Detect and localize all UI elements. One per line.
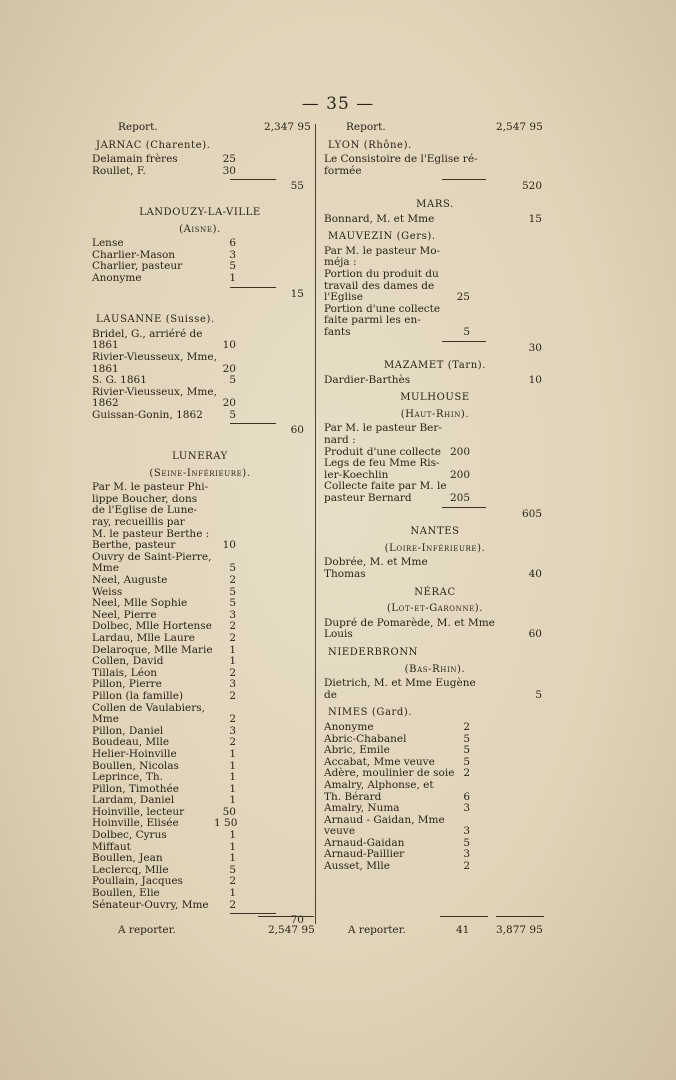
donor-name: 1861	[92, 339, 119, 352]
donor-name: Collen, David	[92, 655, 164, 668]
donor-name: Charlier, pasteur	[92, 260, 183, 273]
list-item	[92, 772, 308, 784]
list-item	[92, 352, 308, 364]
donor-name: Pillon, Timothée	[92, 782, 179, 795]
section-total: 30	[528, 341, 542, 354]
donor-name: fants	[324, 325, 351, 338]
total-row	[92, 181, 308, 193]
list-item	[92, 375, 308, 387]
list-item	[324, 166, 546, 178]
donor-name: Mme	[92, 562, 119, 575]
list-item	[92, 410, 308, 422]
list-item	[92, 517, 308, 529]
donation-amount: 1	[229, 782, 236, 795]
donor-name: Produit d'une collecte	[324, 445, 441, 458]
list-item	[324, 678, 546, 690]
donation-amount: 20	[222, 397, 236, 410]
donation-amount: 3	[229, 678, 236, 691]
donor-name: 1862	[92, 397, 119, 410]
reporter-label: A reporter.	[348, 924, 406, 936]
donation-amount: 5	[463, 732, 470, 745]
donor-name: Helier-Hoinville	[92, 747, 177, 760]
donation-amount: 5	[229, 585, 236, 598]
section-heading: JARNAC (Charente).	[96, 139, 211, 151]
donor-name: Delaroque, Mlle Marie	[92, 643, 213, 656]
donor-name: pasteur Bernard	[324, 492, 412, 505]
donation-amount: 3	[229, 724, 236, 737]
list-item	[324, 493, 546, 505]
section-heading: MARS.	[416, 198, 454, 210]
list-item	[324, 327, 546, 339]
donation-amount: 2	[463, 720, 470, 733]
section-total: 605	[521, 507, 542, 520]
donation-amount: 5	[463, 836, 470, 849]
section-lyon	[324, 134, 546, 193]
total-row	[92, 289, 308, 301]
donor-name: Arnaud-Gaidan	[324, 836, 405, 849]
donation-amount: 2	[463, 767, 470, 780]
donor-name: Lardau, Mlle Laure	[92, 631, 195, 644]
donor-name: ray, recueillis par	[92, 516, 185, 529]
list-item	[324, 423, 546, 435]
donor-name: Louis	[324, 628, 353, 641]
donation-amount: 2	[229, 689, 236, 702]
section-heading: NIEDERBRONN	[328, 646, 419, 658]
column-divider	[315, 124, 316, 924]
section-subheading: (Loire-Inférieure).	[384, 542, 486, 554]
section-heading: LUNERAY	[172, 451, 228, 463]
donor-name: travail des dames de	[324, 279, 435, 292]
section-jarnac	[92, 134, 308, 193]
donor-name: Abric-Chabanel	[324, 732, 407, 745]
donor-name: Portion d'une collecte	[324, 302, 441, 315]
donation-amount: 1	[229, 829, 236, 842]
donor-name: lippe Boucher, dons	[92, 492, 198, 505]
section-total: 60	[290, 424, 304, 437]
donation-amount: 2	[229, 736, 236, 749]
donor-name: Arnaud - Gaidan, Mme	[324, 813, 445, 826]
list-item	[92, 552, 308, 564]
list-item	[324, 315, 546, 327]
section-mazamet	[324, 354, 546, 386]
donor-name: Poullain, Jacques	[92, 875, 183, 888]
donor-name: Tillais, Léon	[92, 666, 158, 679]
donor-name: Mme	[92, 713, 119, 726]
donor-name: Abric, Emile	[324, 744, 390, 757]
section-landouzy	[92, 193, 308, 300]
total-row	[324, 509, 546, 521]
donor-name: Anonyme	[92, 271, 142, 284]
section-total: 40	[528, 568, 542, 580]
list-item	[324, 780, 546, 792]
donor-name: Dolbec, Mlle Hortense	[92, 620, 212, 633]
total-row	[324, 343, 546, 355]
section-total: 15	[528, 212, 542, 225]
section-total: 520	[521, 180, 542, 193]
spacer	[92, 193, 308, 201]
donation-amount: 5	[229, 260, 236, 273]
donor-name: Dupré de Pomarède, M. et Mme	[324, 616, 495, 629]
donation-amount: 5	[463, 744, 470, 757]
section-total: 15	[290, 287, 304, 300]
donation-amount: 5	[229, 597, 236, 610]
list-item	[324, 690, 546, 702]
donor-name: Bridel, G., arriéré de	[92, 327, 203, 340]
donor-name: Dobrée, M. et Mme	[324, 556, 428, 569]
donor-name: Hoinville, Elisée	[92, 817, 179, 830]
reporter-subtotal: 41	[456, 924, 470, 936]
donor-name: Pillon (la famille)	[92, 689, 184, 702]
section-heading: NANTES	[410, 526, 460, 538]
donation-amount: 20	[222, 362, 236, 375]
list-item	[92, 749, 308, 761]
donation-amount: 2	[229, 713, 236, 726]
donor-name: 1861	[92, 362, 119, 375]
list-item	[92, 691, 308, 703]
donor-name: Leclercq, Mlle	[92, 863, 169, 876]
donation-amount: 1	[229, 655, 236, 668]
report-label: Report.	[118, 121, 158, 133]
section-heading: NÉRAC	[414, 586, 456, 598]
donor-name: Ouvry de Saint-Pierre,	[92, 550, 212, 563]
report-row	[324, 122, 546, 134]
donation-amount: 10	[222, 539, 236, 552]
total-rule	[496, 916, 544, 917]
donation-amount: 2	[229, 898, 236, 911]
total-row	[324, 181, 546, 193]
list-item	[92, 575, 308, 587]
donor-name: Collecte faite par M. le	[324, 480, 447, 493]
list-item	[92, 238, 308, 250]
donation-amount: 3	[463, 825, 470, 838]
donor-name: Lense	[92, 237, 124, 250]
list-item	[92, 387, 308, 399]
donor-name: Boullen, Jean	[92, 852, 163, 865]
donor-name: Miffaut	[92, 840, 131, 853]
section-lausanne	[92, 300, 308, 437]
report-row	[92, 121, 311, 134]
donation-amount: 1	[229, 271, 236, 284]
list-item	[324, 292, 546, 304]
donation-amount: 5	[463, 755, 470, 768]
donor-name: de	[324, 688, 337, 701]
donor-name: méja :	[324, 256, 357, 269]
donation-amount: 30	[222, 164, 236, 177]
donor-name: Hoinville, lecteur	[92, 805, 185, 818]
section-mauvezin	[324, 225, 546, 354]
donor-name: Amalry, Alphonse, et	[324, 778, 434, 791]
donor-name: Legs de feu Mme Ris-	[324, 457, 440, 470]
section-subheading: (Aisne).	[179, 223, 221, 235]
list-item	[92, 900, 308, 912]
donor-name: Adère, moulinier de soie	[324, 767, 455, 780]
reporter-label: A reporter.	[118, 924, 176, 936]
section-luneray	[92, 437, 308, 927]
section-mulhouse	[324, 386, 546, 520]
section-subheading: (Haut-Rhin).	[400, 408, 470, 420]
list-item	[324, 745, 546, 757]
list-item	[324, 803, 546, 815]
donation-amount: 1	[229, 794, 236, 807]
donation-amount: 5	[229, 863, 236, 876]
section-total: 70	[290, 914, 304, 927]
section-heading: LYON (Rhône).	[328, 139, 412, 151]
section-heading: MAZAMET (Tarn).	[383, 360, 487, 372]
donation-amount: 2	[229, 574, 236, 586]
section-heading: MULHOUSE	[400, 392, 470, 404]
left-column	[92, 121, 311, 927]
list-item	[324, 269, 546, 281]
donor-name: l'Eglise	[324, 291, 363, 304]
donor-name: Roullet, F.	[92, 164, 146, 177]
donation-amount: 2	[229, 875, 236, 888]
section-nimes	[324, 701, 546, 872]
right-column	[324, 122, 546, 873]
donor-name: Anonyme	[324, 720, 374, 733]
donation-amount: 5	[229, 562, 236, 575]
donor-name: Boullen, Elie	[92, 887, 160, 900]
list-item	[92, 830, 308, 842]
donation-amount: 2	[229, 631, 236, 644]
total-rule	[258, 916, 314, 917]
donation-amount: 1	[229, 887, 236, 900]
donor-name: Berthe, pasteur	[92, 539, 176, 552]
donation-amount: 1	[229, 747, 236, 760]
donor-name: Pillon, Pierre	[92, 678, 162, 691]
donation-amount: 1	[229, 840, 236, 853]
donor-name: formée	[324, 164, 362, 177]
donor-name: Guissan-Gonin, 1862	[92, 408, 203, 421]
donor-name: Neel, Mlle Sophie	[92, 597, 188, 610]
donor-name: ler-Koechlin	[324, 468, 389, 481]
report-label: Report.	[346, 121, 386, 133]
donation-amount: 200	[449, 445, 470, 458]
section-heading: NIMES (Gard).	[328, 707, 413, 719]
list-item	[324, 815, 546, 827]
section-total: 10	[528, 373, 542, 386]
list-item	[92, 273, 308, 285]
donor-name: de l'Eglise de Lune-	[92, 504, 198, 517]
spacer	[92, 437, 308, 445]
donor-name: Delamain frères	[92, 153, 178, 166]
donor-name: M. le pasteur Berthe :	[92, 527, 210, 540]
donation-amount: 200	[449, 468, 470, 481]
donor-name: Bonnard, M. et Mme	[324, 212, 435, 225]
donation-amount: 1	[229, 643, 236, 656]
list-item	[92, 656, 308, 668]
donation-amount: 5	[463, 325, 470, 338]
section-subheading: (Bas-Rhin).	[404, 663, 466, 675]
donor-name: Lardam, Daniel	[92, 794, 175, 807]
donor-name: faite parmi les en-	[324, 314, 421, 327]
donation-amount: 1	[229, 759, 236, 772]
donor-name: Rivier-Vieusseux, Mme,	[92, 350, 217, 363]
donor-name: Neel, Auguste	[92, 574, 168, 586]
list-item	[324, 629, 546, 641]
page-number: — 35 —	[301, 94, 375, 114]
donation-amount: 2	[229, 666, 236, 679]
list-item	[324, 375, 546, 387]
donor-name: Par M. le pasteur Mo-	[324, 244, 441, 257]
reporter-amount: 3,877 95	[496, 924, 543, 936]
donation-amount: 2	[463, 860, 470, 873]
section-heading: LAUSANNE (Suisse).	[96, 314, 215, 326]
donor-name: Arnaud-Paillier	[324, 848, 405, 861]
list-item	[92, 703, 308, 715]
donation-amount: 3	[229, 608, 236, 621]
list-item	[92, 166, 308, 178]
donation-amount: 50	[222, 805, 236, 818]
donation-amount: 5	[229, 408, 236, 421]
donor-name: Le Consistoire de l'Eglise ré-	[324, 153, 478, 166]
donor-name: Dolbec, Cyrus	[92, 829, 167, 842]
total-row	[92, 425, 308, 437]
list-item	[324, 435, 546, 447]
list-item	[324, 722, 546, 734]
spacer	[92, 300, 308, 308]
donor-name: Th. Bérard	[324, 790, 382, 803]
donor-name: Dardier-Barthès	[324, 373, 411, 386]
donor-name: Leprince, Th.	[92, 771, 163, 784]
section-total: 5	[535, 688, 542, 701]
list-item	[324, 618, 546, 630]
donation-amount: 5	[229, 374, 236, 387]
section-total: 60	[528, 628, 542, 641]
donation-amount: 25	[456, 291, 470, 304]
section-total: 55	[290, 180, 304, 193]
section-subheading: (Lot-et-Garonne).	[386, 603, 484, 615]
section-heading: MAUVEZIN (Gers).	[328, 231, 436, 243]
donor-name: Boudeau, Mlle	[92, 736, 170, 749]
donor-name: Ausset, Mlle	[324, 860, 390, 873]
donation-amount: 205	[449, 492, 470, 505]
list-item	[92, 714, 308, 726]
donor-name: Weiss	[92, 585, 123, 598]
donation-amount: 3	[463, 848, 470, 861]
donor-name: Par M. le pasteur Ber-	[324, 422, 442, 435]
section-niederbronn	[324, 641, 546, 701]
donor-name: veuve	[324, 825, 356, 838]
donor-name: Amalry, Numa	[324, 802, 400, 815]
reporter-amount: 2,547 95	[268, 924, 315, 936]
section-nantes	[324, 520, 546, 580]
donor-name: Collen de Vaulabiers,	[92, 701, 205, 714]
list-item	[324, 569, 546, 581]
section-nerac	[324, 581, 546, 641]
donation-amount: 1	[229, 852, 236, 865]
donor-name: Accabat, Mme veuve	[324, 755, 435, 768]
donor-name: nard :	[324, 434, 356, 447]
donation-amount: 25	[222, 153, 236, 166]
list-item	[92, 633, 308, 645]
donor-name: Pillon, Daniel	[92, 724, 164, 737]
donor-name: Sénateur-Ouvry, Mme	[92, 898, 209, 911]
donation-amount: 3	[229, 248, 236, 261]
donor-name: Thomas	[324, 568, 366, 580]
section-subheading: (Seine-Inférieure).	[149, 467, 251, 479]
donation-amount: 2	[229, 620, 236, 633]
donation-amount: 6	[463, 790, 470, 803]
list-item	[324, 214, 546, 226]
list-item	[324, 861, 546, 873]
donor-name: Rivier-Vieusseux, Mme,	[92, 385, 217, 398]
report-amount: 2,347 95	[264, 121, 311, 133]
list-item	[324, 246, 546, 258]
list-item	[92, 329, 308, 341]
donor-name: Par M. le pasteur Phi-	[92, 481, 209, 494]
subtotal-rule	[440, 916, 488, 917]
donor-name: Portion du produit du	[324, 267, 439, 280]
donor-name: Dietrich, M. et Mme Eugène	[324, 677, 476, 690]
donation-amount: 1	[229, 771, 236, 784]
report-amount: 2,547 95	[496, 121, 543, 133]
section-heading: LANDOUZY-LA-VILLE	[139, 206, 261, 218]
section-mars	[324, 193, 546, 225]
donor-name: Neel, Pierre	[92, 608, 157, 621]
donation-amount: 3	[463, 802, 470, 815]
list-item	[92, 888, 308, 900]
donation-amount: 6	[229, 237, 236, 250]
donor-name: S. G. 1861	[92, 374, 147, 387]
donor-name: Charlier-Mason	[92, 248, 176, 261]
donation-amount: 10	[222, 339, 236, 352]
donor-name: Boullen, Nicolas	[92, 759, 179, 772]
donation-amount: 1 50	[214, 817, 238, 830]
